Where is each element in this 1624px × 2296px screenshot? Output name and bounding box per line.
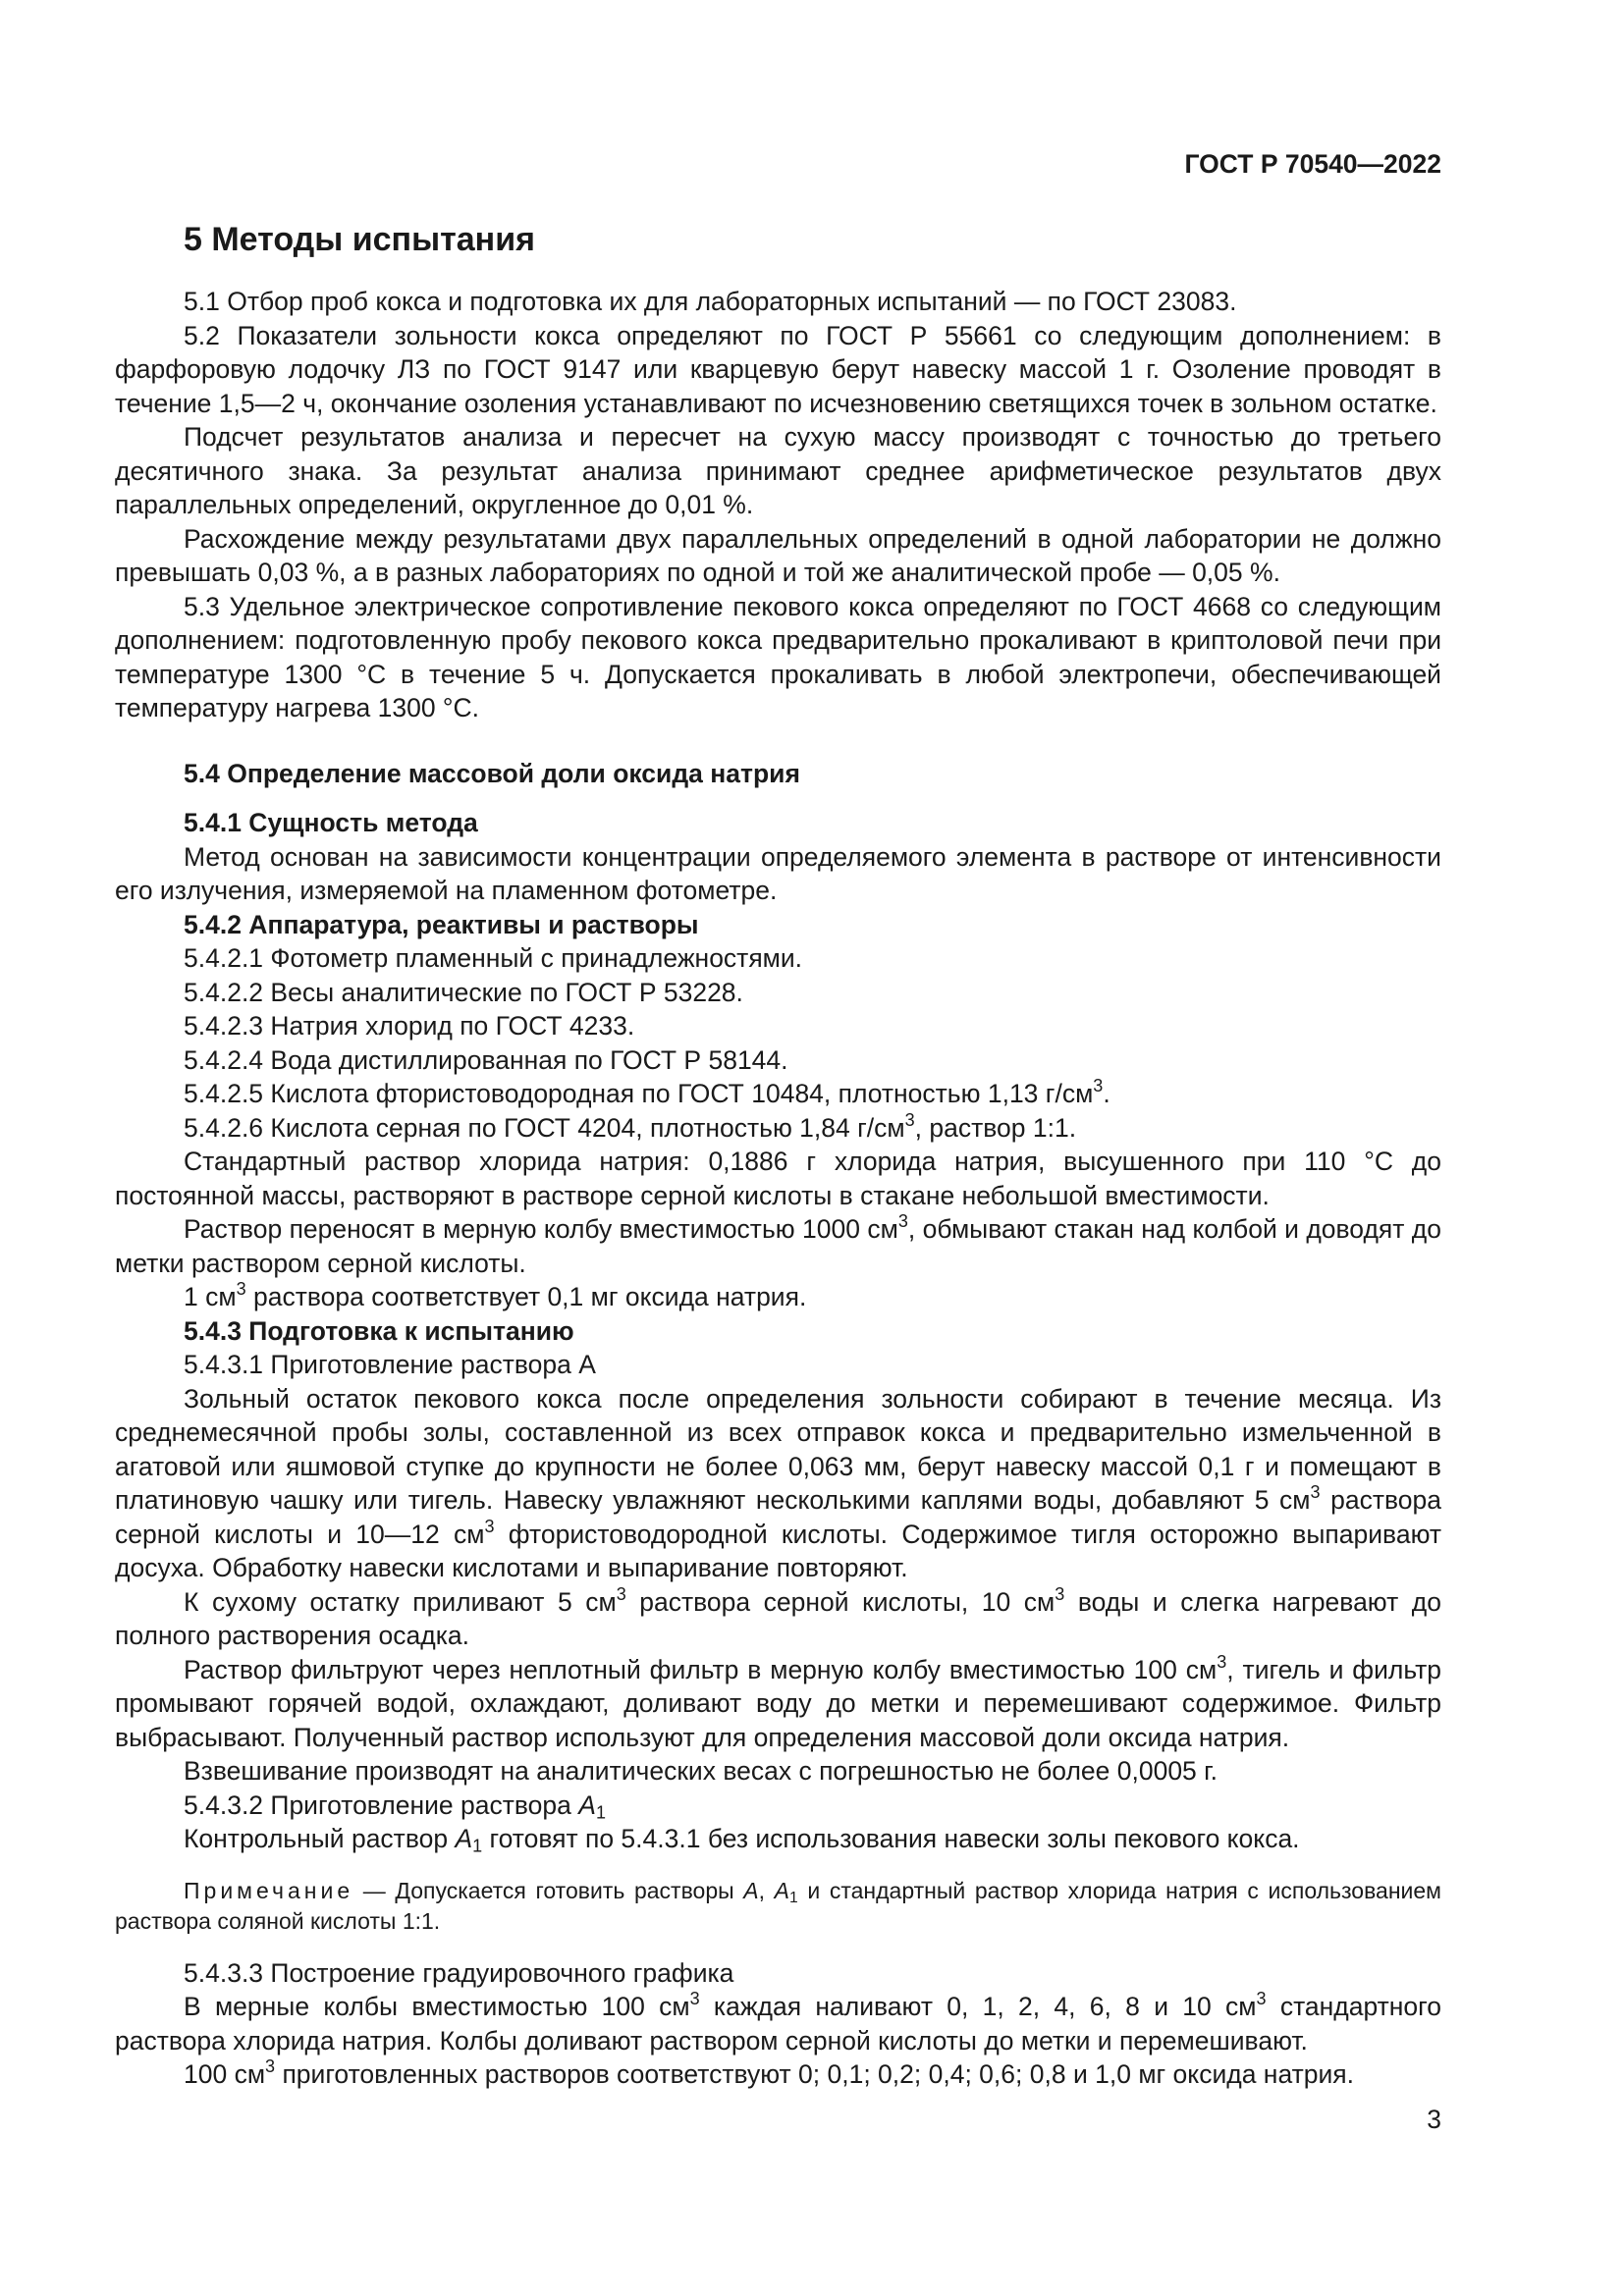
item-5-4-3-1: 5.4.3.1 Приготовление раствора А <box>184 1350 596 1379</box>
item-5-4-2-1: 5.4.2.1 Фотометр пламенный с принадлежностями. <box>184 943 803 973</box>
note: Примечание — Допускается готовить растворы A, $A_1$ и стандартный раствор хлорида натрия с использованием раствора соляной кислоты 1:1. <box>115 1877 1441 1934</box>
heading-5-4: 5.4 Определение массовой доли оксида натрия <box>184 758 800 788</box>
paragraph-equivalence: 1 $см^3$ раствора соответствует 0,1 мг оксида натрия. <box>184 1278 807 1311</box>
document-header-code: ГОСТ Р 70540—2022 <box>1184 149 1441 179</box>
clause-5-2: 5.2 Показатели зольности кокса определяют по ГОСТ Р 55661 со следующим дополнением: в фарфоровую лодочку ЛЗ по ГОСТ 9147 или кварцевую берут навеску массой 1 г. Озоление проводят в течение 1,5—2 ч, окончание озоления устанавливают по исчезновению светящихся точек в зольном остатке. <box>115 320 1441 418</box>
heading-5-4-3: 5.4.3 Подготовка к испытанию <box>184 1315 574 1346</box>
paragraph-method: Метод основан на зависимости концентрации определяемого элемента в растворе от интенсивности его излучения, измеряемой на пламенном фотометре. <box>115 841 1441 905</box>
heading-5-4-2: 5.4.2 Аппаратура, реактивы и растворы <box>184 909 699 939</box>
paragraph-discrepancy: Расхождение между результатами двух параллельных определений в одной лаборатории не должно превышать 0,03 %, а в разных лабораториях по одной и той же аналитической пробе — 0,05 %. <box>115 523 1441 587</box>
item-5-4-2-5: 5.4.2.5 Кислота фтористоводородная по ГОСТ 10484, плотностью 1,13 $г/см^3$. <box>184 1075 1110 1108</box>
paragraph-transfer: Раствор переносят в мерную колбу вместимостью 1000 $см^3$, обмывают стакан над колбой и доводят до метки раствором серной кислоты. <box>115 1210 1442 1278</box>
page-content <box>115 218 1441 2092</box>
clause-5-1: 5.1 Отбор проб кокса и подготовка их для лабораторных испытаний — по ГОСТ 23083. <box>184 287 1237 316</box>
item-5-4-2-6: 5.4.2.6 Кислота серная по ГОСТ 4204, плотностью 1,84 $г/см^3$, раствор 1:1. <box>184 1109 1077 1143</box>
item-5-4-2-3: 5.4.2.3 Натрия хлорид по ГОСТ 4233. <box>184 1011 635 1041</box>
item-5-4-2-2: 5.4.2.2 Весы аналитические по ГОСТ Р 53228. <box>184 977 743 1007</box>
paragraph-control-solution: Контрольный раствор $A_1$ готовят по 5.4.3.1 без использования навески золы пекового кокса. <box>184 1824 1300 1856</box>
note-label: Примечание <box>184 1877 354 1903</box>
paragraph-dry-residue: К сухому остатку приливают 5 $см^3$ раствора серной кислоты, 10 $см^3$ воды и слегка нагревают до полного растворения осадка. <box>115 1583 1441 1650</box>
paragraph-standard-solution: Стандартный раствор хлорида натрия: 0,1886 г хлорида натрия, высушенного при 110 °С до постоянной массы, растворяют в растворе серной кислоты в стакане небольшой вместимости. <box>115 1147 1441 1210</box>
item-5-4-2-4: 5.4.2.4 Вода дистиллированная по ГОСТ Р 58144. <box>184 1044 788 1075</box>
paragraph-flasks: В мерные колбы вместимостью 100 $см^3$ каждая наливают 0, 1, 2, 4, 6, 8 и 10 $см^3$ стандартного раствора хлорида натрия. Колбы доливают раствором серной кислоты до метки и перемешивают. <box>115 1988 1441 2056</box>
page-number: 3 <box>1427 2105 1441 2134</box>
item-5-4-3-2: 5.4.3.2 Приготовление раствора $A_1$ <box>184 1789 606 1822</box>
paragraph-concentrations: 100 $см^3$ приготовленных растворов соответствуют 0; 0,1; 0,2; 0,4; 0,6; 0,8 и 1,0 мг оксида натрия. <box>184 2056 1354 2089</box>
section-title: 5 Методы испытания <box>184 221 535 258</box>
item-5-4-3-3: 5.4.3.3 Построение градуировочного графика <box>184 1957 734 1988</box>
clause-5-3: 5.3 Удельное электрическое сопротивление пекового кокса определяют по ГОСТ 4668 со следующим дополнением: подготовленную пробу пекового кокса предварительно прокаливают в криптоловой печи при температуре 1300 °С в течение 5 ч. Допускается прокаливать в любой электропечи, обеспечивающей температуру нагрева 1300 °С. <box>115 591 1441 722</box>
paragraph-filtering: Раствор фильтруют через неплотный фильтр в мерную колбу вместимостью 100 $см^3$, тигель и фильтр промывают горячей водой, охлаждают, доливают воду до метки и перемешивают содержимое. Фильтр выбрасывают. Полученный раствор используют для определения массовой доли оксида натрия. <box>115 1651 1441 1752</box>
paragraph-calculation: Подсчет результатов анализа и пересчет на сухую массу производят с точностью до третьего десятичного знака. За результат анализа принимают среднее арифметическое результатов двух параллельных определений, округленное до 0,01 %. <box>115 422 1441 519</box>
paragraph-weighing: Взвешивание производят на аналитических весах с погрешностью не более 0,0005 г. <box>184 1756 1218 1786</box>
heading-5-4-1: 5.4.1 Сущность метода <box>184 808 478 837</box>
paragraph-ash-residue: Зольный остаток пекового кокса после определения зольности собирают в течение месяца. Из среднемесячной пробы золы, составленной из всех отправок кокса и предварительно измельченной в агатовой или яшмовой ступке до крупности не более 0,063 мм, берут навеску массой 0,1 г и помещают в платиновую чашку или тигель. Навеску увлажняют несколькими каплями воды, добавляют 5 $см^3$ раствора серной кислоты и 10—12 $см^3$ фтористоводородной кислоты. Содержимое тигля осторожно выпаривают досуха. Обработку навески кислотами и выпаривание повторяют. <box>115 1383 1441 1582</box>
